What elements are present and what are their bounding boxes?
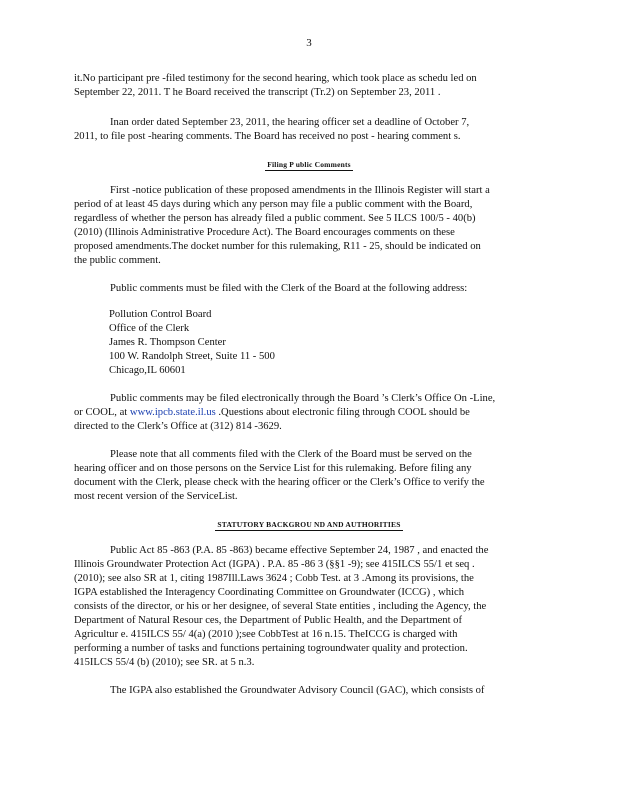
- clerk-mailing-address: [109, 308, 429, 378]
- address-line: 100 W. Randolph Street, Suite 11 - 500: [109, 351, 275, 362]
- text-line: hearing officer and on those persons on the Service List for this rulemaking. Before filing any: [74, 463, 472, 474]
- text-line: proposed amendments.The docket number for this rulemaking, R11 - 25, should be indicated on: [74, 241, 481, 252]
- text-line: most recent version of the ServiceList.: [74, 491, 238, 502]
- text-line: document with the Clerk, please check with the hearing officer or the Clerk’s Office to verify the: [74, 477, 485, 488]
- section-heading-text: Filing P ublic Comments: [267, 160, 351, 169]
- text-line: (2010) (Illinois Administrative Procedure Act). The Board encourages comments on these: [74, 227, 455, 238]
- address-line: Chicago,IL 60601: [109, 365, 186, 376]
- text-line: (2010); see also SR at 1, citing 1987Ill.Laws 3624 ; Cobb Test. at 3 .Among its provisions, the: [74, 573, 474, 584]
- text-line: Agricultur e. 415ILCS 55/ 4(a) (2010 );see CobbTest at 16 n.15. TheICCG is charged with: [74, 629, 458, 640]
- text-line: Public Act 85 -863 (P.A. 85 -863) became effective September 24, 1987 , and enacted the: [110, 545, 489, 556]
- paragraph-post-hearing-comments: [74, 116, 536, 144]
- paragraph-electronic-filing: [74, 392, 536, 434]
- text-line: performing a number of tasks and functions pertaining togroundwater quality and protection.: [74, 643, 468, 654]
- text-fragment: .Questions about electronic filing through COOL should be: [218, 407, 470, 418]
- text-fragment: or COOL, at: [74, 407, 128, 418]
- text-line: consists of the director, or his or her designee, of several State entities , including the Agency, the: [74, 601, 487, 612]
- address-line: James R. Thompson Center: [109, 337, 226, 348]
- section-heading-statutory-background: [0, 518, 618, 532]
- text-line: regardless of whether the person has already filed a public comment. See 5 ILCS 100/5 - 40(b): [74, 213, 476, 224]
- paragraph-first-notice: [74, 184, 536, 268]
- paragraph-service-list: [74, 448, 536, 504]
- address-line: Pollution Control Board: [109, 309, 212, 320]
- text-line: [74, 406, 536, 420]
- section-heading-text: STATUTORY BACKGROU ND AND AUTHORITIES: [217, 520, 401, 529]
- text-line: period of at least 45 days during which any person may file a public comment with the Board,: [74, 199, 473, 210]
- text-line: IGPA established the Interagency Coordinating Committee on Groundwater (ICCG) , which: [74, 587, 465, 598]
- text-line: Department of Natural Resour ces, the Department of Public Health, and the Department of: [74, 615, 463, 626]
- paragraph-hearing-transcript: [74, 72, 536, 100]
- text-line: Inan order dated September 23, 2011, the hearing officer set a deadline of October 7,: [110, 117, 470, 128]
- address-line: Office of the Clerk: [109, 323, 190, 334]
- text-line: directed to the Clerk’s Office at (312) 814 -3629.: [74, 421, 282, 432]
- text-line: September 22, 2011. T he Board received the transcript (Tr.2) on September 23, 2011 .: [74, 87, 441, 98]
- text-line: Please note that all comments filed with the Clerk of the Board must be served on the: [110, 449, 472, 460]
- text-line: Public comments may be filed electronically through the Board ’s Clerk’s Office On -Line,: [110, 393, 496, 404]
- text-line: it.No participant pre -filed testimony for the second hearing, which took place as schedu led on: [74, 73, 477, 84]
- text-line: The IGPA also established the Groundwater Advisory Council (GAC), which consists of: [110, 685, 485, 696]
- text-line: 415ILCS 55/4 (b) (2010); see SR. at 5 n.3.: [74, 657, 255, 668]
- paragraph-groundwater-advisory-council: [74, 684, 536, 698]
- website-link[interactable]: www.ipcb.state.il.us: [129, 407, 216, 418]
- page-number: 3: [306, 37, 312, 49]
- paragraph-public-act: [74, 544, 536, 670]
- text-line: Public comments must be filed with the Clerk of the Board at the following address:: [110, 283, 468, 294]
- section-heading-filing-public-comments: [0, 158, 618, 172]
- text-line: Illinois Groundwater Protection Act (IGPA) . P.A. 85 -86 3 (§§1 -9); see 415ILCS 55/1 et seq .: [74, 559, 475, 570]
- paragraph-filing-address-intro: [74, 282, 536, 296]
- text-line: the public comment.: [74, 255, 161, 266]
- text-line: First -notice publication of these proposed amendments in the Illinois Register will start a: [110, 185, 490, 196]
- text-line: 2011, to file post -hearing comments. The Board has received no post - hearing comment s.: [74, 131, 461, 142]
